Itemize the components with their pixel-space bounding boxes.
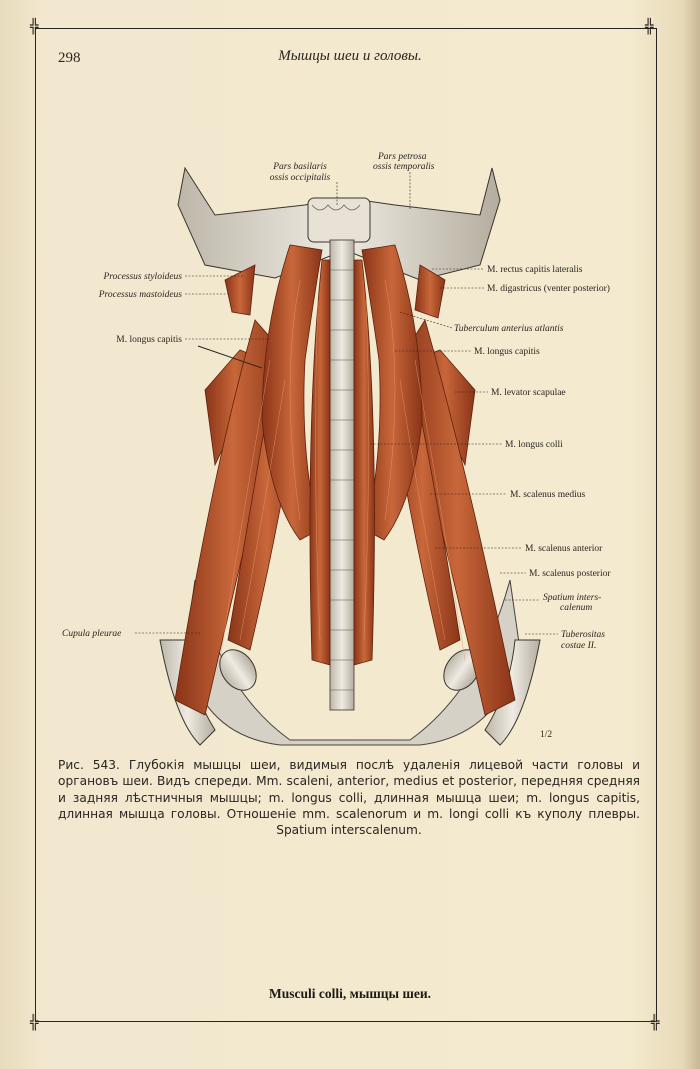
label-longus-capitis-right: M. longus capitis — [474, 347, 540, 357]
label-pars-basilaris-2: ossis occipitalis — [269, 173, 331, 183]
label-pars-petrosa-2: ossis temporalis — [373, 162, 435, 172]
label-spatium-interscalenum-2: calenum — [560, 603, 593, 613]
caption-line: органовъ шеи. Видъ спереди. Mm. scaleni, anterior, medius et posterior, передняя — [58, 774, 583, 789]
label-cupula-pleurae: Cupula pleurae — [62, 629, 122, 639]
label-pars-petrosa-1: Pars petrosa — [378, 152, 427, 162]
page-number: 298 — [58, 50, 81, 66]
label-processus-styloideus: Processus styloideus — [103, 272, 182, 282]
label-tuberositas-1: Tuberositas — [561, 630, 605, 640]
label-scale: 1/2 — [540, 730, 553, 740]
frame-corner-ornament: ╬ — [651, 1015, 660, 1031]
label-scalenus-medius: M. scalenus medius — [510, 490, 586, 500]
label-scalenus-posterior: M. scalenus posterior — [529, 569, 611, 579]
label-spatium-interscalenum-1: Spatium inters- — [543, 593, 602, 603]
running-head: Мышцы шеи и головы. — [278, 48, 422, 64]
caption-line: къ куполу плевры. Spatium interscalenum. — [276, 806, 641, 838]
caption-line: средняя и задняя лѣстничныя мышцы; m. longus colli, длинная мышца шеи; m. — [58, 774, 640, 805]
figure-caption — [58, 757, 640, 838]
label-rectus-capitis-lateralis: M. rectus capitis lateralis — [487, 265, 583, 275]
caption-line: longus capitis, длинная мышца головы. Отношеніе mm. scalenorum и m. longi colli — [58, 790, 641, 821]
caption-line: Рис. 543. Глубокія мышцы шеи, видимыя послѣ удаленія лицевой части головы и — [58, 758, 640, 772]
label-levator-scapulae: M. levator scapulae — [491, 388, 566, 398]
label-longus-colli: M. longus colli — [505, 440, 563, 450]
label-digastricus: M. digastricus (venter posterior) — [487, 284, 610, 294]
vertebral-column — [330, 240, 354, 710]
frame-corner-ornament: ╬ — [645, 19, 654, 35]
label-tuberositas-2: costae II. — [561, 641, 597, 651]
plate-title: Musculi colli, мышцы шеи. — [269, 986, 431, 1001]
label-scalenus-anterior: M. scalenus anterior — [525, 544, 603, 554]
label-pars-basilaris-1: Pars basilaris — [273, 162, 327, 172]
frame-corner-ornament: ╬ — [30, 19, 39, 35]
label-tuberculum-anterius: Tuberculum anterius atlantis — [454, 324, 564, 334]
label-processus-mastoideus: Processus mastoideus — [98, 290, 182, 300]
label-longus-capitis-left: M. longus capitis — [116, 335, 182, 345]
frame-corner-ornament: ╬ — [30, 1015, 39, 1031]
